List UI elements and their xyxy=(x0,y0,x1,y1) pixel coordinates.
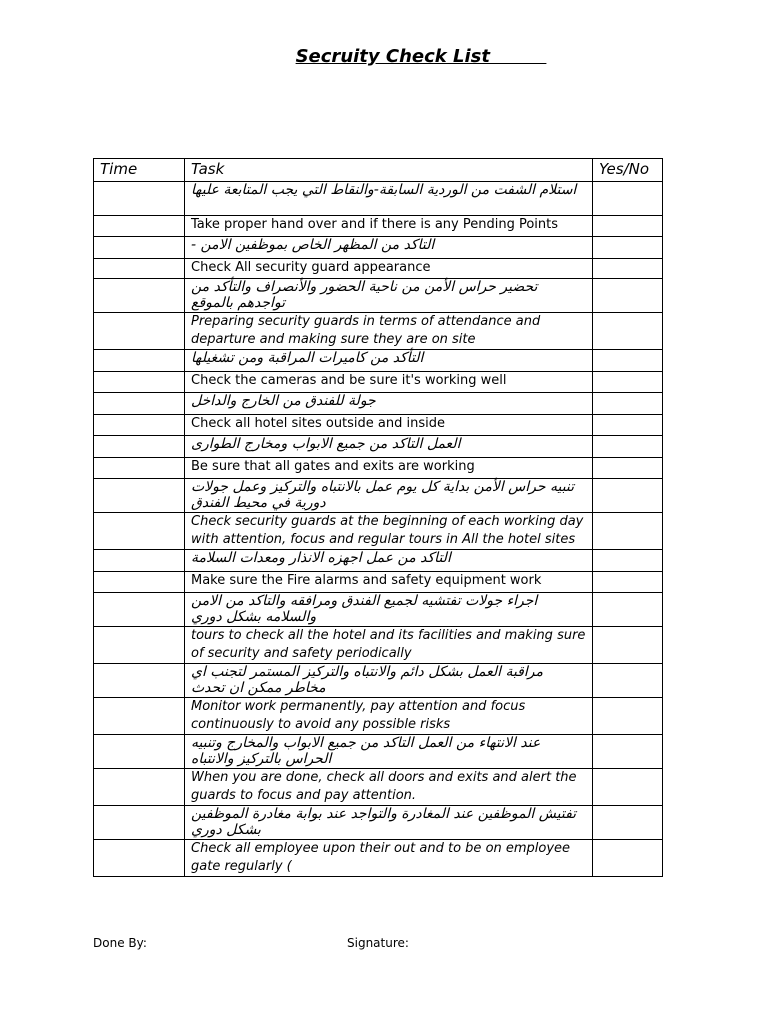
time-cell[interactable] xyxy=(94,513,185,550)
time-cell[interactable] xyxy=(94,479,185,513)
time-cell[interactable] xyxy=(94,313,185,350)
table-row xyxy=(94,735,663,769)
time-cell[interactable] xyxy=(94,458,185,479)
task-cell: تحضير حراس الأمن من ناحية الحضور والأنصراف والتأكد من تواجدهم بالموقع xyxy=(185,279,593,313)
time-cell[interactable] xyxy=(94,572,185,593)
yes-no-cell[interactable] xyxy=(593,698,663,735)
table-row xyxy=(94,698,663,735)
yes-no-cell[interactable] xyxy=(593,237,663,259)
yes-no-cell[interactable] xyxy=(593,436,663,458)
yes-no-cell[interactable] xyxy=(593,313,663,350)
table-row xyxy=(94,216,663,237)
time-cell[interactable] xyxy=(94,279,185,313)
time-cell[interactable] xyxy=(94,372,185,393)
task-cell: Preparing security guards in terms of attendance and departure and making sure they are on site xyxy=(185,313,593,350)
yes-no-cell[interactable] xyxy=(593,458,663,479)
table-row xyxy=(94,372,663,393)
time-cell[interactable] xyxy=(94,735,185,769)
column-header-time: Time xyxy=(94,159,185,182)
security-checklist-table xyxy=(93,158,663,877)
yes-no-cell[interactable] xyxy=(593,372,663,393)
table-row xyxy=(94,350,663,372)
yes-no-cell[interactable] xyxy=(593,572,663,593)
time-cell[interactable] xyxy=(94,769,185,806)
yes-no-cell[interactable] xyxy=(593,259,663,279)
task-cell: عند الانتهاء من العمل التاكد من جميع الابواب والمخارج وتنبيه الحراس بالتركيز والانتباه xyxy=(185,735,593,769)
table-row xyxy=(94,627,663,664)
task-cell: Check all employee upon their out and to be on employee gate regularly ( xyxy=(185,840,593,877)
task-cell: اجراء جولات تفتشيه لجميع الفندق ومرافقه والتاكد من الامن والسلامه بشكل دوري xyxy=(185,593,593,627)
page-title: Secruity Check List xyxy=(295,46,547,67)
time-cell[interactable] xyxy=(94,436,185,458)
table-row xyxy=(94,182,663,216)
task-cell: Take proper hand over and if there is any Pending Points xyxy=(185,216,593,237)
yes-no-cell[interactable] xyxy=(593,627,663,664)
table-row xyxy=(94,415,663,436)
task-cell: tours to check all the hotel and its facilities and making sure of security and safety periodically xyxy=(185,627,593,664)
yes-no-cell[interactable] xyxy=(593,479,663,513)
time-cell[interactable] xyxy=(94,593,185,627)
yes-no-cell[interactable] xyxy=(593,350,663,372)
task-cell: العمل التاكد من جميع الابواب ومخارج الطوارى xyxy=(185,436,593,458)
task-cell: Check the cameras and be sure it's working well xyxy=(185,372,593,393)
yes-no-cell[interactable] xyxy=(593,806,663,840)
yes-no-cell[interactable] xyxy=(593,393,663,415)
yes-no-cell[interactable] xyxy=(593,769,663,806)
yes-no-cell[interactable] xyxy=(593,513,663,550)
table-row xyxy=(94,550,663,572)
table-header-row xyxy=(94,159,663,182)
table-row xyxy=(94,479,663,513)
task-cell: التاكد من المظهر الخاص بموظفين الامن - xyxy=(185,237,593,259)
table-row xyxy=(94,593,663,627)
task-cell: Make sure the Fire alarms and safety equipment work xyxy=(185,572,593,593)
task-cell: Be sure that all gates and exits are working xyxy=(185,458,593,479)
task-cell: تنبيه حراس الأمن بداية كل يوم عمل بالانتباه والتركيز وعمل جولات دورية في محيط الفندق xyxy=(185,479,593,513)
yes-no-cell[interactable] xyxy=(593,593,663,627)
time-cell[interactable] xyxy=(94,840,185,877)
time-cell[interactable] xyxy=(94,698,185,735)
table-row xyxy=(94,806,663,840)
time-cell[interactable] xyxy=(94,415,185,436)
yes-no-cell[interactable] xyxy=(593,182,663,216)
yes-no-cell[interactable] xyxy=(593,664,663,698)
table-row xyxy=(94,572,663,593)
yes-no-cell[interactable] xyxy=(593,216,663,237)
task-cell: تفتيش الموظفين عند المغادرة والتواجد عند بوابة مغادرة الموظفين بشكل دوري xyxy=(185,806,593,840)
time-cell[interactable] xyxy=(94,550,185,572)
task-cell: When you are done, check all doors and exits and alert the guards to focus and pay attention. xyxy=(185,769,593,806)
time-cell[interactable] xyxy=(94,627,185,664)
table-row xyxy=(94,769,663,806)
task-cell: مراقبة العمل بشكل دائم والانتباه والتركيز المستمر لتجنب اي مخاطر ممكن ان تحدث xyxy=(185,664,593,698)
table-row xyxy=(94,393,663,415)
time-cell[interactable] xyxy=(94,664,185,698)
yes-no-cell[interactable] xyxy=(593,550,663,572)
task-cell: التأكد من كاميرات المراقبة ومن تشغيلها xyxy=(185,350,593,372)
time-cell[interactable] xyxy=(94,216,185,237)
table-row xyxy=(94,313,663,350)
table-row xyxy=(94,513,663,550)
table-row xyxy=(94,436,663,458)
signature-label: Signature: xyxy=(347,936,409,950)
time-cell[interactable] xyxy=(94,182,185,216)
task-cell: Check all hotel sites outside and inside xyxy=(185,415,593,436)
table-row xyxy=(94,840,663,877)
yes-no-cell[interactable] xyxy=(593,415,663,436)
task-cell: Monitor work permanently, pay attention and focus continuously to avoid any possible risks xyxy=(185,698,593,735)
table-row xyxy=(94,664,663,698)
yes-no-cell[interactable] xyxy=(593,735,663,769)
table-row xyxy=(94,237,663,259)
table-row xyxy=(94,458,663,479)
time-cell[interactable] xyxy=(94,393,185,415)
yes-no-cell[interactable] xyxy=(593,840,663,877)
time-cell[interactable] xyxy=(94,806,185,840)
column-header-task: Task xyxy=(185,159,593,182)
task-cell: التاكد من عمل اجهزه الانذار ومعدات السلامة xyxy=(185,550,593,572)
column-header-yes-no: Yes/No xyxy=(593,159,663,182)
time-cell[interactable] xyxy=(94,237,185,259)
table-row xyxy=(94,279,663,313)
time-cell[interactable] xyxy=(94,350,185,372)
yes-no-cell[interactable] xyxy=(593,279,663,313)
done-by-label: Done By: xyxy=(93,936,147,950)
task-cell: جولة للفندق من الخارج والداخل xyxy=(185,393,593,415)
task-cell: استلام الشفت من الوردية السابقة-والنقاط التي يجب المتابعة عليها xyxy=(185,182,593,216)
task-cell: Check security guards at the beginning of each working day with attention, focus and regular tours in All the hotel sites xyxy=(185,513,593,550)
time-cell[interactable] xyxy=(94,259,185,279)
task-cell: Check All security guard appearance xyxy=(185,259,593,279)
table-row xyxy=(94,259,663,279)
